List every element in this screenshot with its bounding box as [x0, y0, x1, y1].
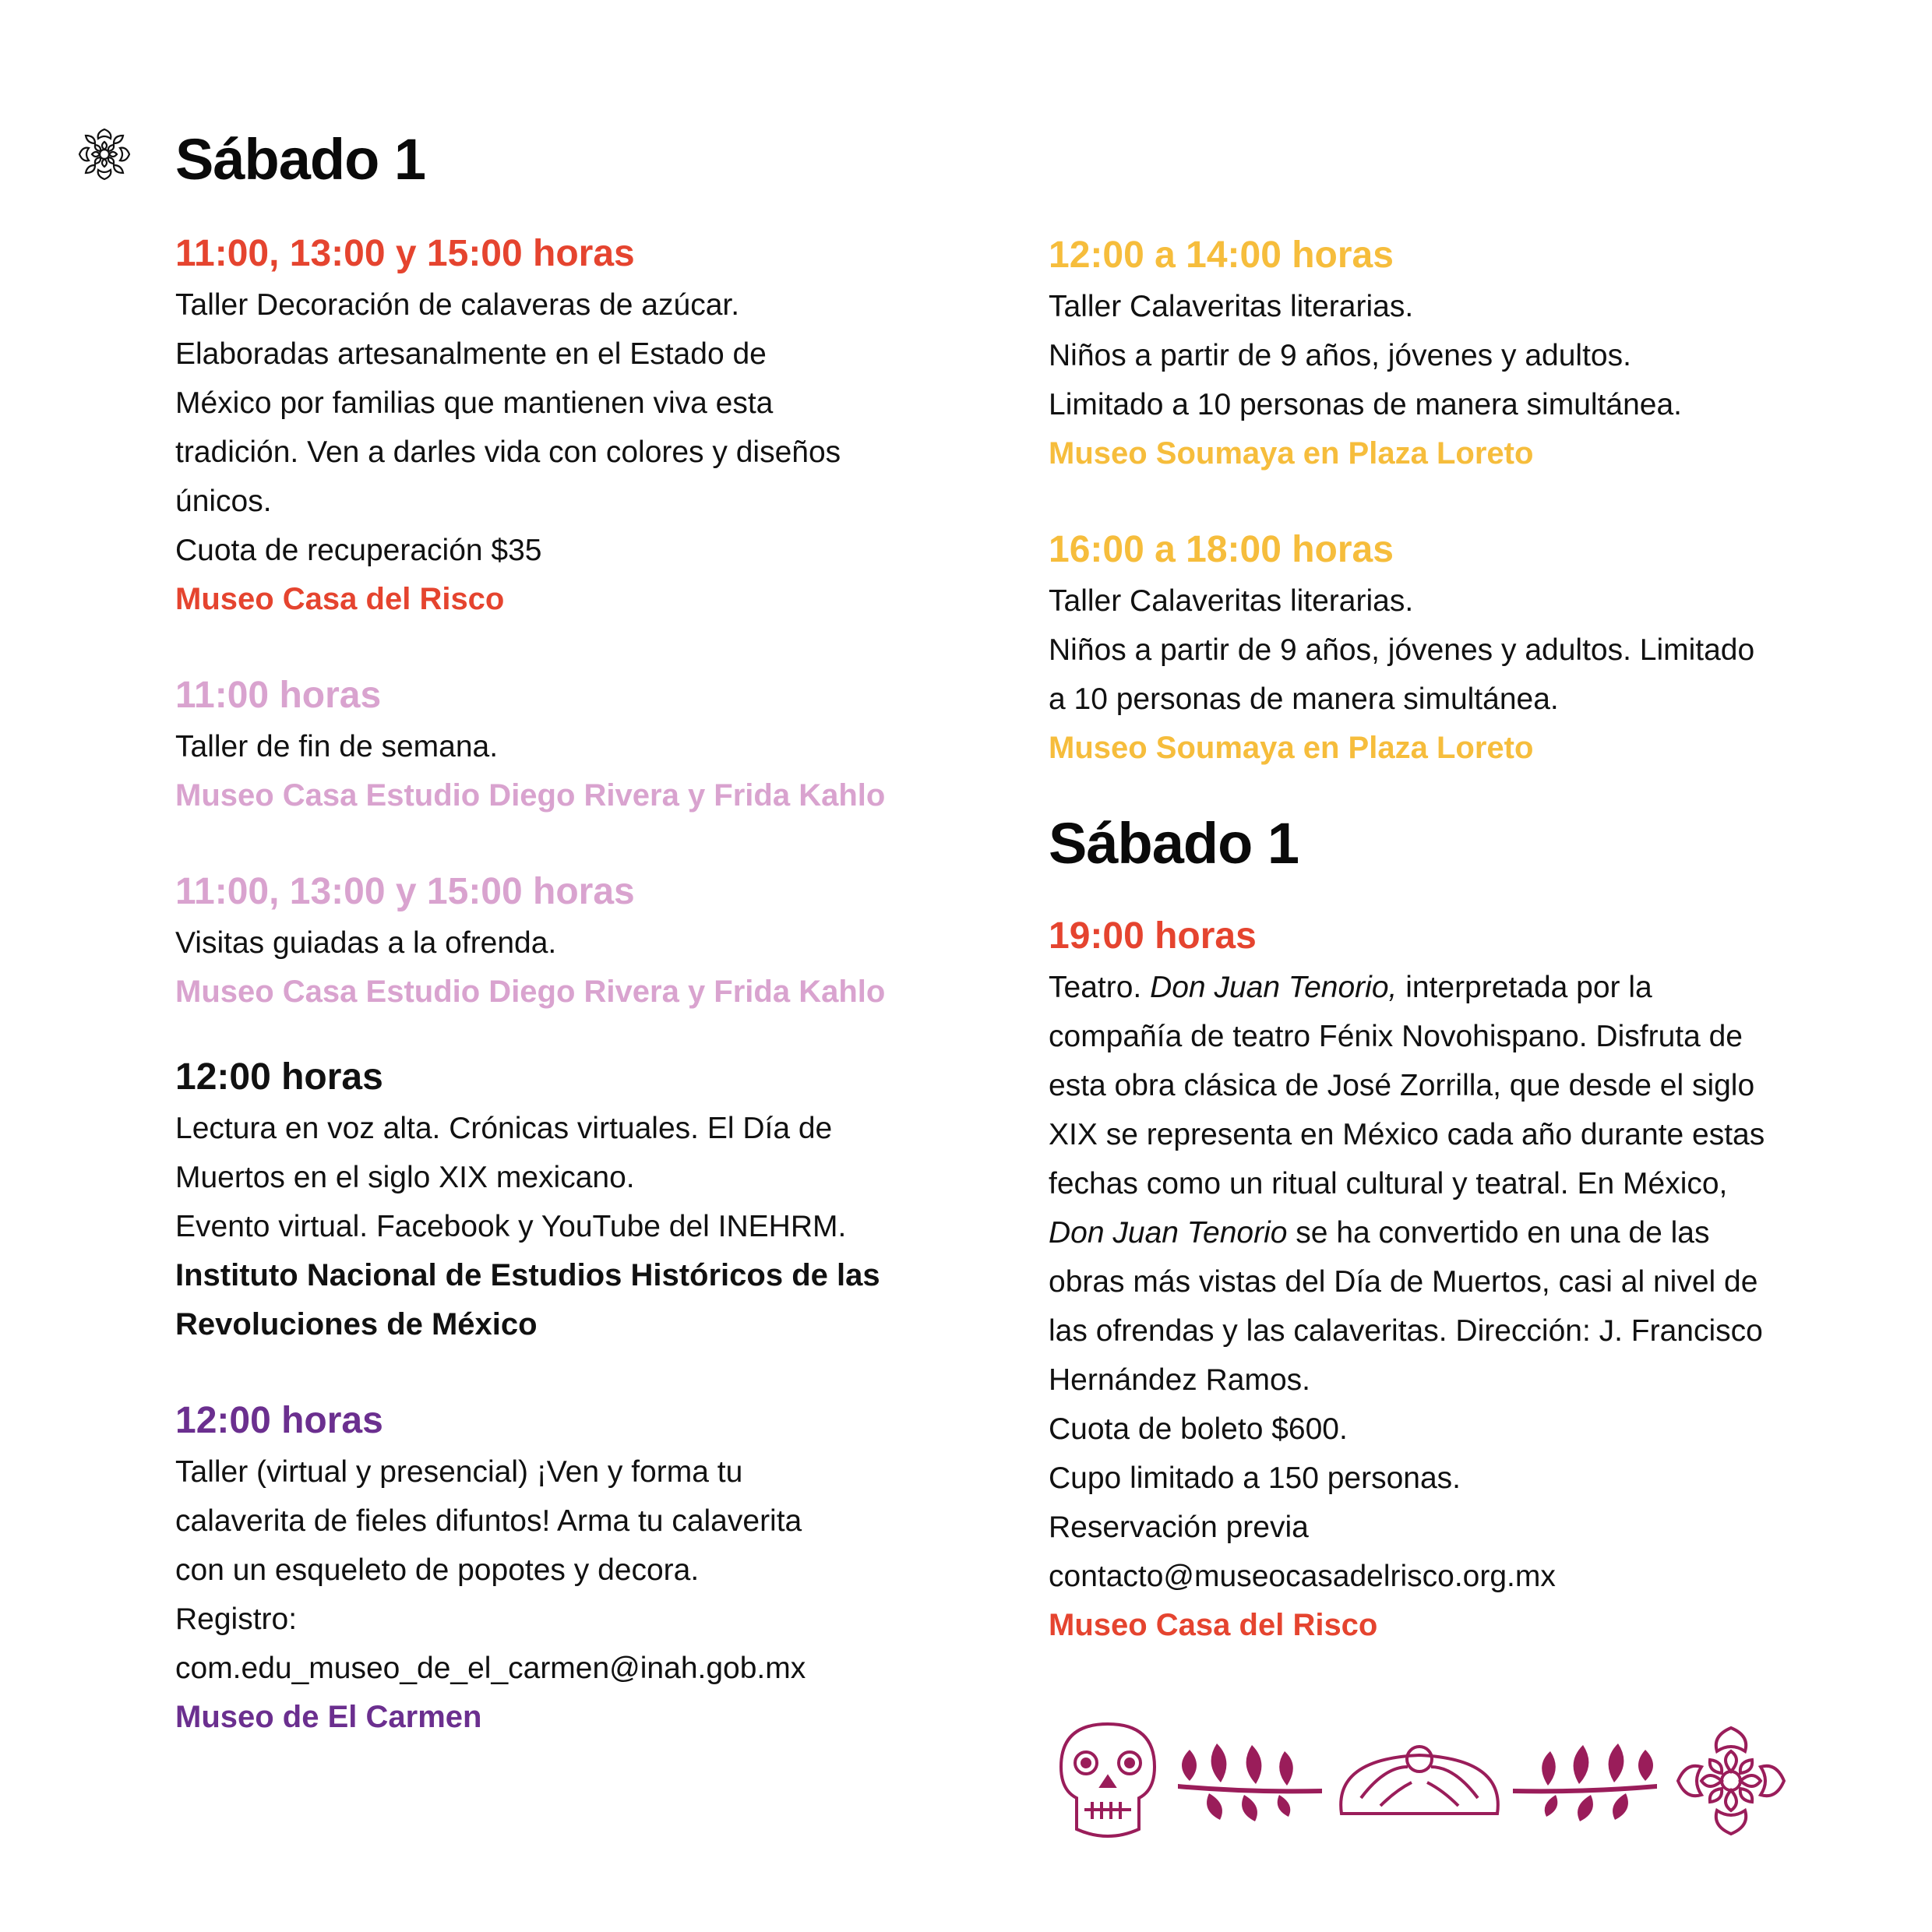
event-text: a 10 personas de manera simultánea. [1049, 682, 1559, 716]
event-text: Taller de fin de semana. [175, 730, 499, 763]
event-text [1049, 1208, 1859, 1257]
leaf-branch-icon [1513, 1743, 1657, 1821]
event-text: únicos. [175, 485, 272, 518]
event-text: tradición. Ven a darles vida con colores y diseños [175, 435, 841, 469]
text-fragment: interpretada por la [1397, 971, 1652, 1004]
event-text: Muertos en el siglo XIX mexicano. [175, 1161, 635, 1194]
event-text: calaverita de fieles difuntos! Arma tu calaverita [175, 1504, 802, 1538]
event-email[interactable]: contacto@museocasadelrisco.org.mx [1049, 1560, 1556, 1593]
event-text: Cuota de boleto $600. [1049, 1412, 1348, 1446]
marigold-icon [1678, 1728, 1784, 1834]
event-text: Taller (virtual y presencial) ¡Ven y forma tu [175, 1455, 743, 1489]
event-time: 11:00, 13:00 y 15:00 horas [175, 233, 635, 274]
event-time: 11:00 horas [175, 675, 382, 716]
event-venue: Museo Soumaya en Plaza Loreto [1049, 731, 1534, 765]
event-text: compañía de teatro Fénix Novohispano. Disfruta de [1049, 1020, 1743, 1053]
event-item [175, 1396, 954, 1742]
event-text: Limitado a 10 personas de manera simultánea. [1049, 388, 1682, 421]
event-text: Visitas guiadas a la ofrenda. [175, 926, 557, 960]
left-column [175, 125, 954, 1789]
text-fragment: Teatro. [1049, 971, 1151, 1004]
event-venue: Museo Soumaya en Plaza Loreto [1049, 436, 1534, 471]
event-text: Niños a partir de 9 años, jóvenes y adultos. [1049, 339, 1631, 372]
event-time: 12:00 horas [175, 1400, 383, 1441]
event-text: Taller Calaveritas literarias. [1049, 584, 1414, 618]
event-text: fechas como un ritual cultural y teatral. En México, [1049, 1167, 1728, 1200]
play-title: Don Juan Tenorio, [1150, 971, 1398, 1004]
event-text: Taller Decoración de calaveras de azúcar. [175, 288, 740, 322]
event-text: Lectura en voz alta. Crónicas virtuales. El Día de [175, 1112, 833, 1145]
event-item [1049, 911, 1859, 1650]
event-text: Cupo limitado a 150 personas. [1049, 1461, 1461, 1495]
event-venue: Museo Casa Estudio Diego Rivera y Frida Kahlo [175, 975, 886, 1009]
marigold-icon [76, 126, 132, 182]
event-text: XIX se representa en México cada año durante estas [1049, 1118, 1765, 1151]
event-email[interactable]: com.edu_museo_de_el_carmen@inah.gob.mx [175, 1652, 806, 1685]
event-item [175, 867, 954, 1017]
event-text: Reservación previa [1049, 1511, 1309, 1544]
event-venue: Revoluciones de México [175, 1307, 538, 1341]
skull-icon [1061, 1724, 1155, 1836]
event-text [1049, 963, 1859, 1012]
event-text: Cuota de recuperación $35 [175, 534, 542, 567]
event-item [175, 229, 954, 624]
event-venue: Museo Casa del Risco [1049, 1608, 1378, 1642]
event-item [175, 1052, 954, 1349]
event-time: 11:00, 13:00 y 15:00 horas [175, 871, 635, 912]
event-item [1049, 231, 1859, 478]
event-item [1049, 525, 1859, 773]
event-text: Registro: [175, 1602, 298, 1636]
right-column [1049, 231, 1859, 1697]
event-text: Hernández Ramos. [1049, 1363, 1310, 1397]
event-time: 12:00 a 14:00 horas [1049, 234, 1394, 276]
event-item [175, 671, 954, 820]
event-text: Taller Calaveritas literarias. [1049, 290, 1414, 323]
event-time: 12:00 horas [175, 1056, 383, 1098]
leaf-branch-icon [1178, 1743, 1322, 1821]
day-title: Sábado 1 [1049, 811, 1299, 876]
event-venue: Instituto Nacional de Estudios Históricos de las [175, 1258, 880, 1292]
event-text: obras más vistas del Día de Muertos, casi al nivel de [1049, 1265, 1758, 1299]
day-title: Sábado 1 [175, 127, 425, 192]
event-text: con un esqueleto de popotes y decora. [175, 1553, 700, 1587]
text-fragment: se ha convertido en una de las [1287, 1216, 1710, 1250]
event-text: esta obra clásica de José Zorrilla, que desde el siglo [1049, 1069, 1755, 1102]
event-venue: Museo Casa Estudio Diego Rivera y Frida Kahlo [175, 778, 886, 813]
event-text: las ofrendas y las calaveritas. Dirección: J. Francisco [1049, 1314, 1763, 1348]
event-venue: Museo de El Carmen [175, 1700, 482, 1734]
play-title: Don Juan Tenorio [1049, 1216, 1288, 1250]
event-text: Niños a partir de 9 años, jóvenes y adultos. Limitado [1049, 633, 1755, 667]
event-text: Elaboradas artesanalmente en el Estado de [175, 337, 767, 371]
ornament-row [1053, 1720, 1786, 1845]
event-text: México por familias que mantienen viva esta [175, 386, 774, 420]
pan-de-muerto-icon [1341, 1747, 1498, 1814]
event-text: Evento virtual. Facebook y YouTube del INEHRM. [175, 1210, 847, 1243]
event-time: 16:00 a 18:00 horas [1049, 529, 1394, 570]
event-venue: Museo Casa del Risco [175, 582, 505, 616]
event-time: 19:00 horas [1049, 915, 1257, 957]
